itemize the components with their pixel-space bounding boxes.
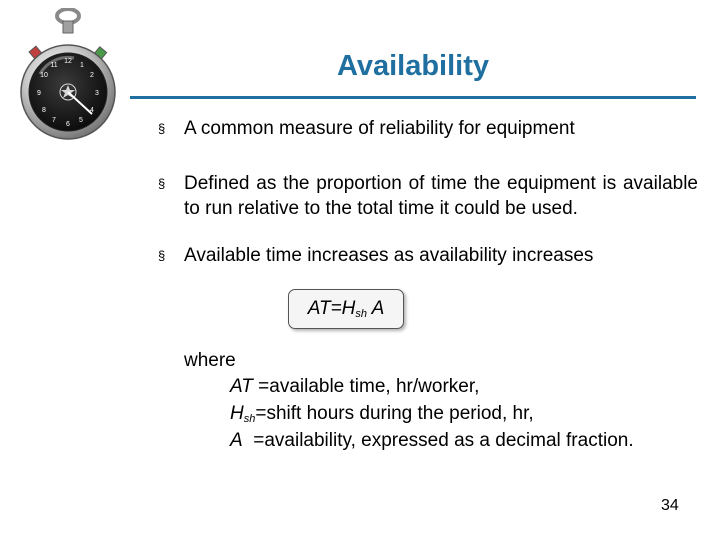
formula-rhs: A — [367, 298, 385, 319]
svg-text:8: 8 — [42, 107, 46, 114]
bullet-text: A common measure of reliability for equipment — [184, 118, 575, 139]
formula-lhs: AT=H — [307, 298, 356, 319]
svg-text:1: 1 — [80, 62, 84, 69]
bullet-item — [158, 116, 698, 141]
definition-line — [230, 428, 634, 453]
svg-text:9: 9 — [37, 90, 41, 97]
formula-subscript: sh — [355, 308, 368, 320]
definition-symbol: H — [230, 403, 244, 424]
svg-text:4: 4 — [90, 107, 94, 114]
svg-text:7: 7 — [52, 117, 56, 124]
bullet-marker: § — [158, 176, 166, 191]
bullet-marker: § — [158, 248, 166, 263]
bullet-item — [158, 243, 698, 268]
svg-text:3: 3 — [95, 90, 99, 97]
svg-text:11: 11 — [50, 62, 58, 69]
bullet-text: Defined as the proportion of time the equipment is available to run relative to the total time it could be used. — [184, 173, 698, 219]
definition-text: =availability, expressed as a decimal fraction. — [242, 430, 634, 451]
stopwatch-icon — [18, 8, 128, 158]
bullet-marker: § — [158, 121, 166, 136]
where-label: where — [184, 350, 236, 371]
definition-text: =available time, hr/worker, — [252, 376, 480, 397]
svg-text:10: 10 — [40, 72, 48, 79]
formula-box — [288, 289, 404, 329]
definition-text: =shift hours during the period, hr, — [255, 403, 534, 424]
definition-subscript: sh — [243, 413, 256, 425]
definition-symbol: A — [230, 430, 243, 451]
title-divider — [130, 96, 696, 99]
svg-text:12: 12 — [64, 58, 72, 65]
bullet-text: Available time increases as availability increases — [184, 245, 594, 266]
svg-text:6: 6 — [66, 121, 70, 128]
definition-line — [230, 374, 479, 399]
svg-text:5: 5 — [79, 117, 83, 124]
slide-title: Availability — [336, 50, 490, 82]
bullet-item — [158, 171, 698, 221]
svg-text:2: 2 — [90, 72, 94, 79]
definition-symbol: AT — [230, 376, 253, 397]
page-number: 34 — [661, 497, 679, 514]
